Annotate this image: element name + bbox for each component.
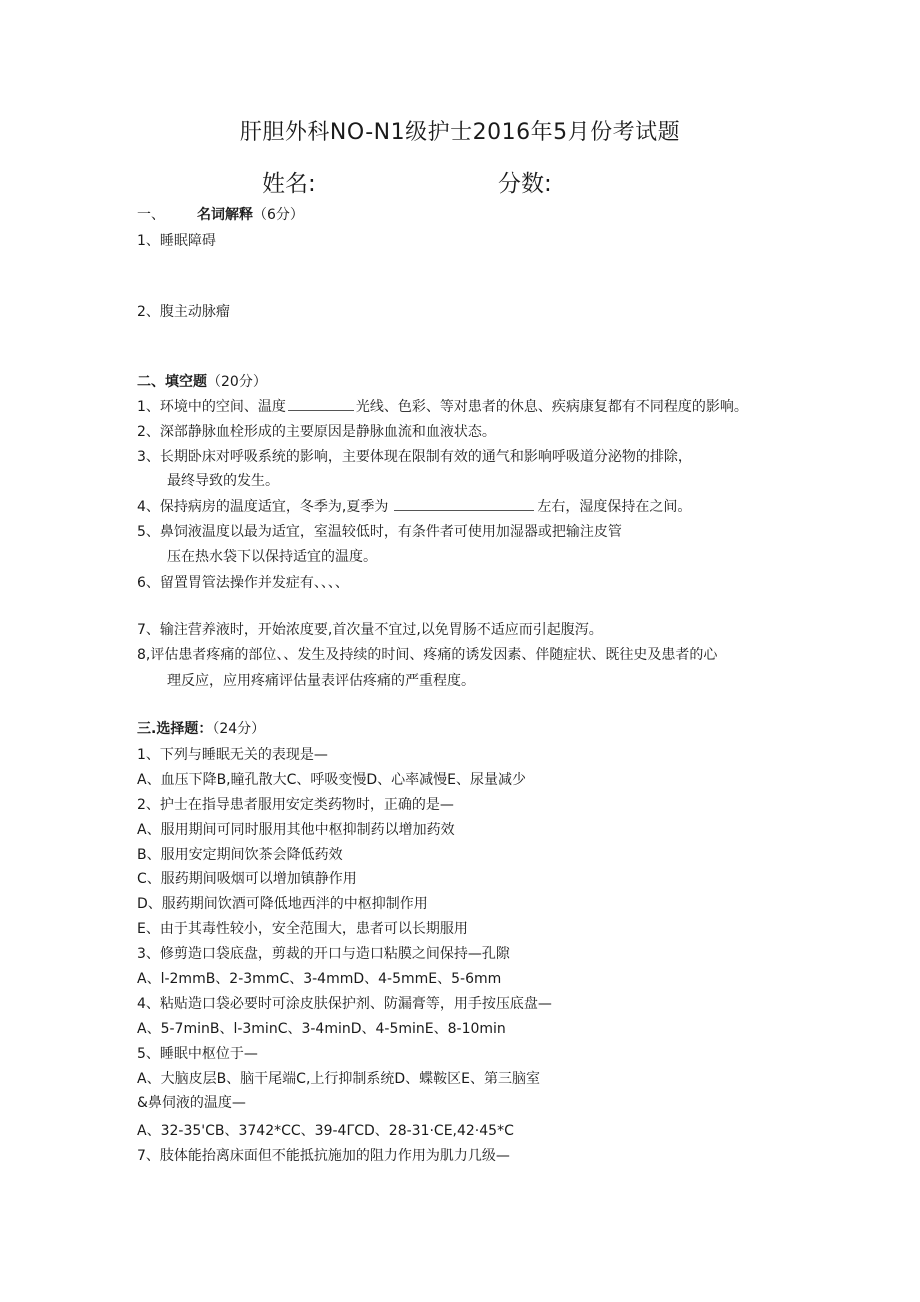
question-line: 3、修剪造口袋底盘，剪裁的开口与造口粘膜之间保持—孔隙	[137, 946, 510, 962]
option-line: A、32-35'CB、3742*CC、39-4ΓCD、28-31·CE,42·45*C	[137, 1123, 514, 1139]
option-line: A、大脑皮层B、脑干尾端C,上行抑制系统D、蝶鞍区E、第三脑室	[137, 1071, 541, 1087]
question-line: 2、护士在指导患者服用安定类药物时，正确的是—	[137, 797, 454, 813]
question-line: 4、粘贴造口袋必要时可涂皮肤保护剂、防漏膏等，用手按压底盘—	[137, 996, 552, 1012]
section1-points: （6分）	[253, 207, 304, 223]
section2-heading	[137, 373, 267, 391]
section2-item-8-cont: 理反应，应用疼痛评估量表评估疼痛的严重程度。	[167, 673, 475, 689]
option-line: A、服用期间可同时服用其他中枢抑制药以增加药效	[137, 822, 455, 838]
section2-item-5-cont: 压在热水袋下以保持适宜的温度。	[167, 549, 377, 565]
option-line: B、服用安定期间饮茶会降低药效	[137, 847, 343, 863]
option-line: C、服药期间吸烟可以增加镇静作用	[137, 871, 357, 887]
answer-blank	[394, 498, 534, 511]
section2-points: （20分）	[207, 374, 267, 390]
item-text: 光线、色彩、等对患者的休息、疾病康复都有不同程度的影响。	[355, 399, 748, 415]
section3-points: （24分）	[212, 721, 266, 737]
section1-title: 名词解释	[197, 207, 253, 223]
option-line: A、l-2mmB、2-3mmC、3-4mmD、4-5mmE、5-6mm	[137, 971, 502, 987]
option-line: A、5-7minB、l-3minC、3-4minD、4-5minE、8-10min	[137, 1021, 506, 1037]
option-line: D、服药期间饮酒可降低地西泮的中枢抑制作用	[137, 896, 428, 912]
question-line: &鼻伺液的温度—	[137, 1095, 246, 1111]
section2-item-2: 2、深部静脉血栓形成的主要原因是静脉血流和血液状态。	[137, 424, 496, 440]
section1-item-2: 2、腹主动脉瘤	[137, 304, 230, 320]
item-text: 左右，湿度保持在之间。	[537, 499, 692, 515]
question-line: 1、下列与睡眠无关的表现是—	[137, 747, 328, 763]
section2-item-6: 6、留置胃管法操作并发症有、、、、	[137, 575, 349, 591]
section1-heading	[137, 206, 304, 224]
section2-item-1	[137, 398, 748, 416]
section2-item-4	[137, 498, 691, 516]
question-line: 7、肢体能抬离床面但不能抵抗施加的阻力作用为肌力几级—	[137, 1148, 510, 1164]
score-label: 分数:	[498, 171, 552, 197]
name-label: 姓名:	[262, 171, 316, 197]
section2-item-3: 3、长期卧床对呼吸系统的影响，主要体现在限制有效的通气和影响呼吸道分泌物的排除，	[137, 449, 692, 465]
section2-item-5: 5、鼻饲液温度以最为适宜，室温较低时，有条件者可使用加湿器或把输注皮管	[137, 524, 622, 540]
section2-title: 二、填空题	[137, 374, 207, 390]
option-line: A、血压下降B,瞳孔散大C、呼吸变慢D、心率减慢E、尿量减少	[137, 772, 527, 788]
answer-blank	[288, 398, 354, 411]
exam-title: 肝胆外科NO-N1级护士2016年5月份考试题	[239, 120, 681, 145]
section2-item-7: 7、输注营养液时，开始浓度要,首次量不宜过,以免胃肠不适应而引起腹泻。	[137, 622, 603, 638]
section3-heading	[137, 720, 265, 738]
item-text: 1、环境中的空间、温度	[137, 399, 286, 415]
question-line: 5、睡眠中枢位于—	[137, 1046, 258, 1062]
student-info-row	[0, 165, 920, 197]
section3-title: 三.选择题：	[137, 721, 213, 737]
item-text: 4、保持病房的温度适宜，冬季为,夏季为	[137, 499, 389, 515]
option-line: E、由于其毒性较小，安全范围大，患者可以长期服用	[137, 921, 468, 937]
section1-item-1: 1、睡眠障碍	[137, 233, 216, 249]
section2-item-8: 8,评估患者疼痛的部位、、发生及持续的时间、疼痛的诱发因素、伴随症状、既往史及患者的心	[137, 647, 718, 663]
section2-item-3-cont: 最终导致的发生。	[167, 473, 279, 489]
section1-number: 一、	[137, 207, 165, 223]
